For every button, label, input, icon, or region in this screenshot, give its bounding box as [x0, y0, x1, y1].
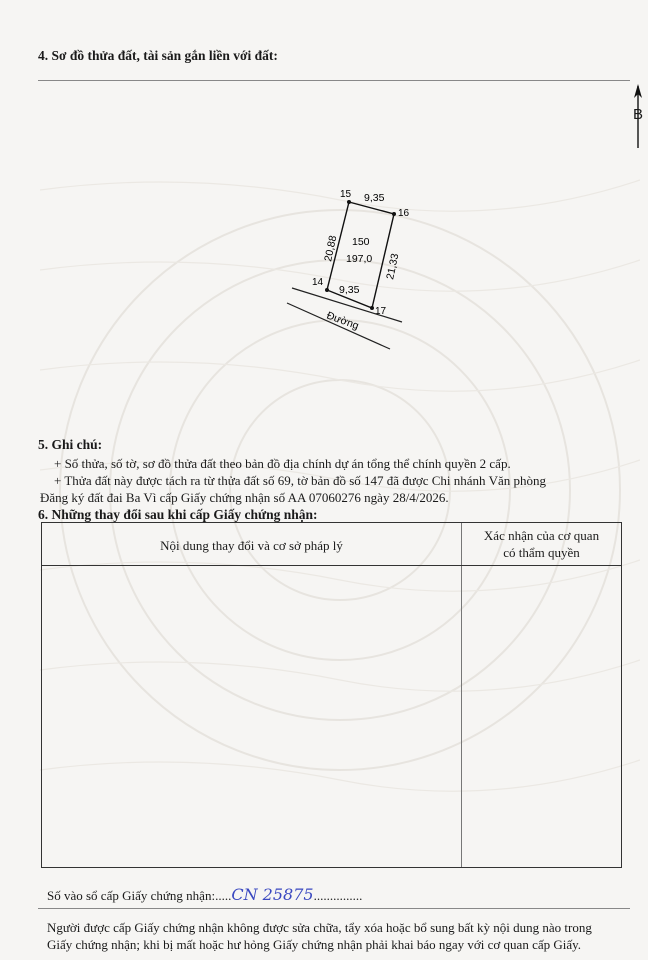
point-17-label: 17 — [375, 306, 387, 317]
registry-number: CN 25875 — [231, 885, 314, 904]
footer-warning-line-1: Người được cấp Giấy chứng nhận không được sửa chữa, tẩy xóa hoặc bổ sung bất kỳ nội dung nào trong — [47, 920, 592, 935]
north-label: B — [633, 106, 644, 123]
registry-label: Số vào sổ cấp Giấy chứng nhận: — [47, 888, 216, 903]
col-header-authority-line-2: có thẩm quyền — [503, 545, 580, 560]
right-edge-length: 21,33 — [384, 252, 402, 281]
changes-table — [41, 522, 622, 868]
parcel-diagram — [280, 180, 420, 350]
col-header-change-content: Nội dung thay đổi và cơ sở pháp lý — [160, 538, 343, 553]
section-4-divider — [38, 80, 630, 81]
road-label: Đường — [324, 309, 361, 333]
table-column-divider — [461, 523, 462, 867]
table-header-divider — [42, 565, 621, 566]
footer-divider — [38, 908, 630, 909]
registry-dots-lead: ..... — [215, 888, 232, 903]
parcel-number: 150 — [352, 236, 370, 248]
parcel-area: 197,0 — [346, 253, 373, 265]
point-15-label: 15 — [340, 189, 352, 200]
note-2-line-2: Đăng ký đất đai Ba Vì cấp Giấy chứng nhận số AA 07060276 ngày 28/4/2026. — [40, 490, 449, 505]
registry-dots-trail: ............... — [313, 888, 363, 903]
point-16-label: 16 — [398, 208, 410, 219]
section-4-title: 4. Sơ đồ thửa đất, tài sản gắn liền với đất: — [38, 48, 278, 63]
note-2-line-1: + Thửa đất này được tách ra từ thửa đất số 69, tờ bản đồ số 147 đã được Chi nhánh Văn phòng — [54, 473, 546, 488]
registry-line — [47, 886, 362, 904]
note-1: + Số thửa, số tờ, sơ đồ thửa đất theo bản đồ địa chính dự án tổng thể chính quyền 2 cấp. — [54, 456, 511, 471]
point-14-label: 14 — [312, 277, 324, 288]
section-6-title: 6. Những thay đổi sau khi cấp Giấy chứng nhận: — [38, 507, 318, 522]
section-5-title: 5. Ghi chú: — [38, 437, 103, 452]
bottom-edge-length: 9,35 — [339, 284, 360, 296]
footer-warning-line-2: Giấy chứng nhận; khi bị mất hoặc hư hỏng Giấy chứng nhận phải khai báo ngay với cơ quan cấp Giấy. — [47, 937, 582, 952]
left-edge-length: 20,88 — [322, 234, 340, 263]
col-header-authority-line-1: Xác nhận của cơ quan — [483, 528, 600, 543]
top-edge-length: 9,35 — [364, 192, 385, 204]
